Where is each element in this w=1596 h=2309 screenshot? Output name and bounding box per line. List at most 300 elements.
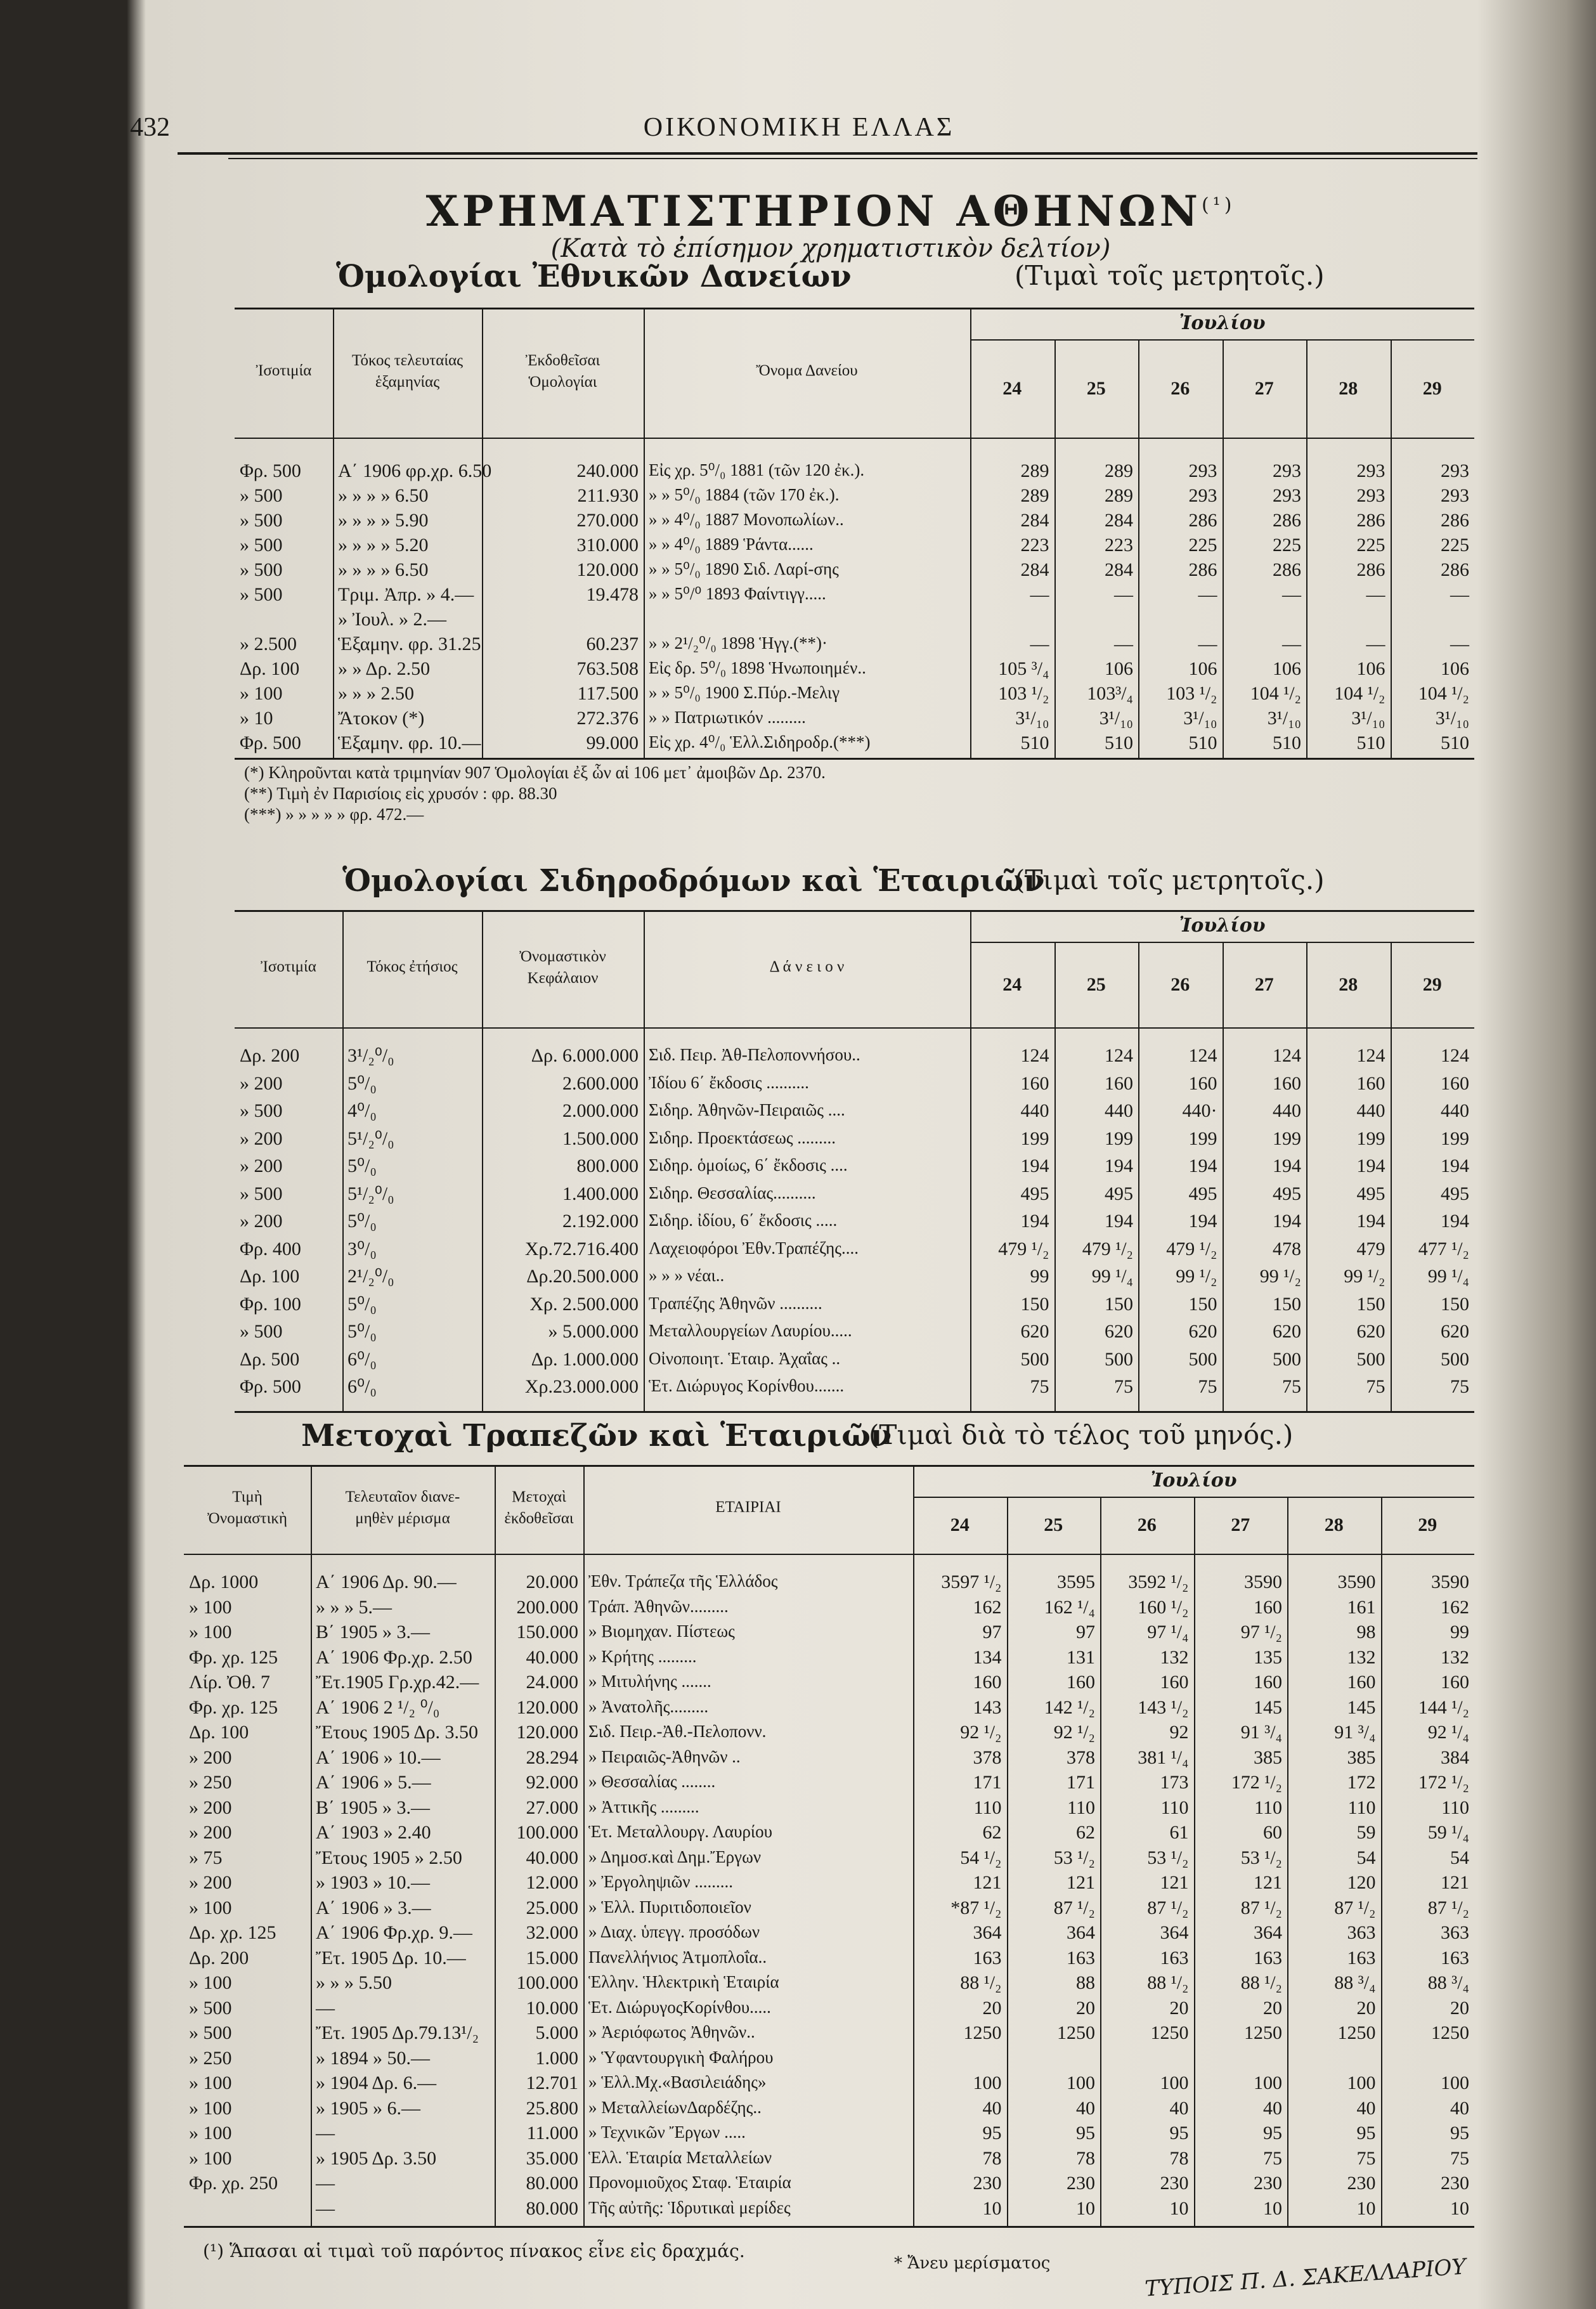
cell-price: 440: [1273, 1100, 1301, 1121]
cell-name: » » 4⁰/₀ 1887 Μονοπωλίων..: [649, 510, 844, 529]
cell-name: Εἰς χρ. 5⁰/₀ 1881 (τῶν 120 ἐκ.).: [649, 460, 865, 479]
cell-price: 3592 ¹/₂: [1128, 1571, 1189, 1592]
cell-price: 194: [1188, 1211, 1217, 1232]
cell-price: 286: [1441, 559, 1469, 580]
cell-price: 163: [973, 1947, 1002, 1968]
cell-par-value: Φρ. χρ. 250: [189, 2173, 278, 2194]
cell-price: 143: [973, 1696, 1002, 1718]
column-rule: [342, 910, 344, 1411]
cell-price: 87 ¹/₂: [1240, 1897, 1282, 1918]
cell-price: 194: [1273, 1211, 1301, 1232]
column-rule: [495, 1465, 496, 2226]
cell-price: 495: [1105, 1183, 1133, 1204]
table-header-rule: [235, 1027, 1474, 1029]
cell-price: 106: [1356, 658, 1385, 679]
cell-issued: 310.000: [576, 535, 639, 556]
cell-par-value: Δρ. 200: [189, 1947, 249, 1968]
day-column-rule: [1391, 339, 1392, 758]
cell-price: 194: [1105, 1211, 1133, 1232]
cell-interest: 3⁰/₀: [347, 1238, 377, 1259]
cell-price: 364: [1254, 1922, 1282, 1943]
cell-price: 230: [1347, 2173, 1376, 2194]
cell-price: 75: [1450, 1376, 1469, 1397]
cell-price: 500: [1441, 1348, 1469, 1370]
table-header-rule: [184, 1554, 1474, 1555]
cell-name: » » » νέαι..: [649, 1266, 725, 1285]
cell-price: 194: [1105, 1155, 1133, 1176]
cell-par-value: » 500: [240, 510, 283, 531]
cell-price: 3¹/₁₀: [1351, 708, 1385, 729]
cell-price: 160: [1441, 1672, 1469, 1693]
cell-par-value: » 500: [240, 584, 283, 605]
cell-price: 100: [1160, 2072, 1189, 2093]
cell-price: 53 ¹/₂: [1147, 1847, 1189, 1868]
table-heading-note: (Τιμαὶ τοῖς μετρητοῖς.): [1015, 864, 1325, 895]
cell-price: 40: [982, 2097, 1002, 2119]
column-rule: [333, 308, 334, 758]
cell-price: 59: [1356, 1822, 1376, 1843]
cell-price: 92: [1169, 1722, 1189, 1743]
cell-price: 230: [1254, 2173, 1282, 2194]
cell-price: 378: [1067, 1746, 1095, 1768]
column-header: Ἐκδοθεῖσαι: [525, 351, 600, 369]
cell-price: 104 ¹/₂: [1418, 683, 1469, 704]
cell-price: 160: [1254, 1596, 1282, 1618]
header-rule: [178, 152, 1477, 155]
cell-price: 1250: [1150, 2022, 1189, 2043]
cell-price: 92 ¹/₂: [960, 1722, 1002, 1743]
cell-issued: 32.000: [526, 1922, 578, 1943]
cell-price: 97 ¹/₂: [1240, 1622, 1282, 1642]
cell-price: 194: [1441, 1211, 1469, 1232]
column-header: Ἰσοτιμία: [256, 361, 312, 379]
cell-interest: Ἄτοκον (*): [338, 708, 425, 729]
day-column-rule: [1223, 339, 1224, 758]
cell-par-value: » 100: [189, 1972, 232, 1993]
column-header: Τελευταῖον διανε-: [345, 1488, 460, 1506]
column-rule: [644, 910, 645, 1411]
cell-par-value: Λίρ. Ὀθ. 7: [189, 1672, 270, 1693]
cell-price: 230: [1160, 2173, 1189, 2194]
cell-price: 62: [982, 1822, 1002, 1843]
cell-par-value: » 500: [240, 559, 283, 580]
cell-name: » » 5⁰/₀ 1890 Σιδ. Λαρί-σης: [649, 559, 839, 578]
day-column-rule: [1306, 942, 1307, 1411]
cell-interest: Ἑξαμην. φρ. 31.25: [338, 634, 481, 654]
column-header: Τιμὴ: [232, 1488, 263, 1506]
cell-issued: 270.000: [576, 510, 639, 531]
cell-price: 150: [1105, 1293, 1133, 1315]
cell-interest: 5⁰/₀: [347, 1072, 377, 1094]
cell-price: 230: [1441, 2173, 1469, 2194]
cell-interest: » » » 5.50: [316, 1972, 392, 1993]
cell-issued: 272.376: [576, 708, 639, 729]
cell-price: 160: [1105, 1072, 1133, 1094]
cell-interest: Α΄ 1906 2 ¹/₂ ⁰/₀: [316, 1696, 440, 1718]
cell-issued: 19.478: [586, 584, 639, 605]
cell-price: 510: [1273, 732, 1301, 753]
cell-name: » » 2¹/₂⁰/₀ 1898 Ἡγγ.(**)·: [649, 634, 828, 653]
cell-price: 162: [1441, 1596, 1469, 1618]
cell-name: » Ἑλλ. Πυριτιδοποιεῖον: [588, 1897, 751, 1916]
cell-par-value: » 100: [189, 1897, 232, 1918]
cell-price: —: [1030, 634, 1049, 654]
cell-issued: 10.000: [526, 1997, 578, 2019]
column-rule: [644, 308, 645, 758]
cell-price: 10: [1169, 2197, 1189, 2219]
cell-price: 293: [1356, 460, 1385, 481]
cell-name: Πανελλήνιος Ἀτμοπλοΐα..: [588, 1947, 767, 1967]
cell-issued: 12.701: [526, 2072, 578, 2093]
cell-price: 60: [1263, 1822, 1282, 1843]
cell-price: 110: [1441, 1797, 1469, 1818]
cell-price: 440: [1441, 1100, 1469, 1121]
cell-price: 160: [1441, 1072, 1469, 1094]
cell-price: 286: [1441, 510, 1469, 531]
table-heading: Ὁμολογίαι Ἐθνικῶν Δανείων: [336, 259, 852, 294]
cell-name: Ἑλλ. Ἑταιρία Μεταλλείων: [588, 2147, 772, 2167]
cell-price: 199: [1105, 1128, 1133, 1149]
cell-price: 97: [982, 1622, 1002, 1642]
cell-price: 289: [1105, 460, 1133, 481]
cell-price: 121: [1254, 1872, 1282, 1893]
cell-price: 121: [1441, 1872, 1469, 1893]
cell-interest: Ἔτους 1905 » 2.50: [316, 1847, 462, 1868]
cell-name: » » 5⁰/₀ 1900 Σ.Πύρ.-Μελιγ: [649, 683, 840, 702]
month-label: Ἰουλίου: [1179, 914, 1266, 937]
cell-par-value: Φρ. 500: [240, 1376, 301, 1397]
cell-price: 20: [1450, 1997, 1469, 2019]
cell-price: 75: [1263, 2147, 1282, 2169]
cell-price: 87 ¹/₂: [1427, 1897, 1469, 1918]
cell-price: 230: [1067, 2173, 1095, 2194]
cell-price: 62: [1076, 1822, 1095, 1843]
cell-price: 160 ¹/₂: [1138, 1596, 1189, 1618]
cell-name: » Πειραιῶς-Ἀθηνῶν ..: [588, 1746, 741, 1766]
cell-price: 230: [973, 2173, 1002, 2194]
cell-name: Σιδ. Πειρ. Ἀθ-Πελοποννήσου..: [649, 1045, 860, 1064]
page-subtitle: (Κατὰ τὸ ἐπίσημον χρηματιστικὸν δελτίον): [550, 234, 1111, 263]
cell-price: 78: [1169, 2147, 1189, 2169]
cell-price: *87 ¹/₂: [950, 1897, 1002, 1918]
cell-price: 286: [1188, 559, 1217, 580]
cell-price: 132: [1441, 1646, 1469, 1668]
cell-name: » Κρήτης .........: [588, 1646, 697, 1666]
cell-price: 477 ¹/₂: [1418, 1238, 1469, 1259]
cell-issued: Χρ.23.000.000: [524, 1376, 639, 1397]
cell-price: 225: [1273, 535, 1301, 556]
cell-price: 620: [1356, 1321, 1385, 1342]
cell-name: Οἰνοποιητ. Ἑταιρ. Ἀχαΐας ..: [649, 1348, 841, 1368]
cell-price: 20: [1169, 1997, 1189, 2019]
cell-price: 110: [1160, 1797, 1189, 1818]
cell-price: 194: [1020, 1155, 1049, 1176]
cell-price: 172 ¹/₂: [1231, 1772, 1282, 1793]
cell-par-value: Φρ. 500: [240, 732, 301, 753]
column-header: Ὀνομαστικὸν: [519, 947, 606, 965]
cell-price: 3¹/₁₀: [1183, 708, 1217, 729]
cell-price: 98: [1356, 1622, 1376, 1642]
cell-price: 97: [1076, 1622, 1095, 1642]
cell-price: 145: [1347, 1696, 1376, 1718]
column-header: ἐκδοθεῖσαι: [504, 1510, 574, 1527]
column-header: ΕΤΑΙΡΙΑΙ: [715, 1499, 781, 1516]
cell-issued: 200.000: [516, 1596, 578, 1618]
cell-price: 510: [1356, 732, 1385, 753]
column-header: Κεφάλαιον: [527, 969, 599, 987]
cell-par-value: Δρ. 500: [240, 1348, 300, 1370]
month-label: Ἰουλίου: [1150, 1469, 1237, 1492]
cell-price: 500: [1273, 1348, 1301, 1370]
cell-price: 479 ¹/₂: [1166, 1238, 1217, 1259]
day-column-rule: [1391, 942, 1392, 1411]
cell-par-value: Δρ. 100: [240, 1266, 300, 1287]
cell-price: 510: [1105, 732, 1133, 753]
cell-issued: 120.000: [516, 1722, 578, 1743]
cell-price: 363: [1347, 1922, 1376, 1943]
day-header: 24: [950, 1514, 970, 1535]
cell-price: 53 ¹/₂: [1240, 1847, 1282, 1868]
cell-price: 110: [973, 1797, 1002, 1818]
cell-interest: Ἑξαμην. φρ. 10.—: [338, 732, 481, 753]
cell-price: 88 ³/₄: [1334, 1972, 1376, 1993]
cell-price: 131: [1067, 1646, 1095, 1668]
cell-price: —: [1114, 634, 1133, 654]
cell-price: 88 ¹/₂: [960, 1972, 1002, 1993]
cell-price: 40: [1356, 2097, 1376, 2119]
cell-price: 99 ¹/₄: [1427, 1266, 1469, 1287]
cell-interest: Α΄ 1906 » 3.—: [316, 1897, 431, 1918]
cell-price: 10: [1263, 2197, 1282, 2219]
column-header: Ὁμολογίαι: [528, 373, 597, 391]
cell-issued: 1.400.000: [562, 1183, 639, 1204]
cell-price: 100: [1254, 2072, 1282, 2093]
cell-par-value: » 500: [240, 1100, 283, 1121]
cell-issued: 2.600.000: [562, 1072, 639, 1094]
cell-price: 495: [1020, 1183, 1049, 1204]
day-header: 29: [1422, 973, 1442, 995]
cell-name: » Τεχνικῶν Ἔργων .....: [588, 2123, 746, 2142]
cell-interest: Α΄ 1906 Φρ.χρ. 2.50: [316, 1646, 472, 1668]
cell-price: 75: [1366, 1376, 1385, 1397]
day-column-rule: [1007, 1497, 1008, 2226]
cell-price: 88 ³/₄: [1427, 1972, 1469, 1993]
cell-par-value: Δρ. 100: [189, 1722, 249, 1743]
cell-price: 440: [1020, 1100, 1049, 1121]
cell-price: 385: [1347, 1746, 1376, 1768]
cell-price: 75: [1450, 2147, 1469, 2169]
cell-price: 95: [1076, 2123, 1095, 2143]
cell-price: 172: [1347, 1772, 1376, 1793]
cell-price: 199: [1273, 1128, 1301, 1149]
cell-price: 364: [1160, 1922, 1189, 1943]
cell-price: 199: [1356, 1128, 1385, 1149]
cell-issued: 1.000: [535, 2047, 578, 2069]
cell-price: 286: [1273, 510, 1301, 531]
cell-interest: Β΄ 1905 » 3.—: [316, 1622, 430, 1642]
cell-name: Σιδ. Πειρ.-Ἀθ.-Πελοπονν.: [588, 1722, 767, 1741]
cell-issued: 20.000: [526, 1571, 578, 1592]
cell-name: » » Πατριωτικόν .........: [649, 708, 806, 727]
page-title: ΧΡΗΜΑΤΙΣΤΗΡΙΟΝ $A\Theta HN\Omega N^{(^1)}$: [425, 186, 1236, 236]
table-top-rule: [235, 910, 1474, 912]
cell-price: 1250: [1337, 2022, 1376, 2043]
cell-price: 194: [1188, 1155, 1217, 1176]
cell-price: 54: [1450, 1847, 1469, 1868]
cell-price: 121: [1160, 1872, 1189, 1893]
column-header: Δ ά ν ε ι ο ν: [769, 958, 845, 975]
cell-name: » Θεσσαλίας ........: [588, 1772, 716, 1791]
cell-name: Εἰς δρ. 5⁰/₀ 1898 Ἡνωποιημέν..: [649, 658, 866, 677]
cell-price: 99 ¹/₂: [1259, 1266, 1301, 1287]
cell-name: Σιδηρ. ὁμοίως, 6΄ ἔκδοσις ....: [649, 1155, 848, 1174]
cell-par-value: » 100: [189, 2097, 232, 2119]
cell-price: 495: [1356, 1183, 1385, 1204]
cell-price: 40: [1169, 2097, 1189, 2119]
cell-price: 286: [1273, 559, 1301, 580]
day-header: 24: [1002, 377, 1022, 399]
cell-interest: » » » 2.50: [338, 683, 414, 704]
cell-price: 20: [982, 1997, 1002, 2019]
cell-price: 91 ³/₄: [1334, 1722, 1376, 1743]
cell-price: 87 ¹/₂: [1053, 1897, 1095, 1918]
cell-interest: » » » » 6.50: [338, 559, 429, 580]
cell-price: 87 ¹/₂: [1147, 1897, 1189, 1918]
cell-par-value: » 200: [189, 1872, 232, 1893]
cell-price: —: [1366, 584, 1385, 605]
day-header: 27: [1254, 973, 1274, 995]
day-header: 29: [1422, 377, 1442, 399]
cell-interest: » 1903 » 10.—: [316, 1872, 430, 1893]
cell-issued: 25.000: [526, 1897, 578, 1918]
cell-name: » Ἐργοληψιῶν .........: [588, 1872, 733, 1891]
cell-price: —: [1450, 584, 1469, 605]
cell-issued: 40.000: [526, 1847, 578, 1868]
cell-par-value: » 10: [240, 708, 273, 729]
cell-issued: 12.000: [526, 1872, 578, 1893]
cell-interest: » » » » 6.50: [338, 485, 429, 506]
cell-name: » Ἀττικῆς .........: [588, 1797, 699, 1816]
cell-par-value: » 100: [189, 2072, 232, 2093]
cell-price: 163: [1067, 1947, 1095, 1968]
table-bottom-rule: [235, 1411, 1474, 1413]
cell-price: 103 ¹/₂: [1166, 683, 1217, 704]
cell-price: 160: [1020, 1072, 1049, 1094]
cell-par-value: » 200: [189, 1797, 232, 1818]
cell-par-value: » 500: [189, 1997, 232, 2019]
cell-price: 171: [1067, 1772, 1095, 1793]
cell-price: 103³/₄: [1087, 683, 1133, 704]
day-column-rule: [1287, 1497, 1288, 2226]
cell-price: 132: [1160, 1646, 1189, 1668]
cell-interest: » 1905 Δρ. 3.50: [316, 2147, 437, 2169]
cell-price: 171: [973, 1772, 1002, 1793]
cell-price: 194: [1020, 1211, 1049, 1232]
cell-price: 20: [1076, 1997, 1095, 2019]
cell-price: 3590: [1244, 1571, 1282, 1592]
day-header: 27: [1231, 1514, 1250, 1535]
cell-name: Μεταλλουργείων Λαυρίου.....: [649, 1321, 852, 1340]
cell-price: 75: [1030, 1376, 1049, 1397]
day-column-rule: [1054, 339, 1056, 758]
cell-interest: Β΄ 1905 » 3.—: [316, 1797, 430, 1818]
cell-price: 194: [1273, 1155, 1301, 1176]
cell-par-value: » 100: [240, 683, 283, 704]
footnote-star: * Ἄνευ μερίσματος: [894, 2254, 1051, 2273]
cell-price: 88 ¹/₂: [1147, 1972, 1189, 1993]
cell-price: 95: [1450, 2123, 1469, 2143]
printer-imprint: ΤΥΠΟΙΣ Π. Δ. ΣΑΚΕΛΛΑΡΙΟΥ: [1144, 2254, 1467, 2302]
cell-price: 225: [1188, 535, 1217, 556]
cell-price: 500: [1020, 1348, 1049, 1370]
cell-price: 75: [1198, 1376, 1217, 1397]
cell-par-value: Δρ. 1000: [189, 1571, 259, 1592]
day-header: 27: [1254, 377, 1274, 399]
cell-issued: 27.000: [526, 1797, 578, 1818]
cell-price: 92 ¹/₄: [1427, 1722, 1469, 1743]
cell-name: Ἐθν. Τράπεζα τῆς Ἑλλάδος: [588, 1571, 778, 1590]
cell-name: Σιδηρ. Ἀθηνῶν-Πειραιῶς ....: [649, 1100, 845, 1119]
cell-price: 161: [1347, 1596, 1376, 1618]
day-header: 28: [1339, 377, 1358, 399]
cell-issued: Δρ. 1.000.000: [531, 1348, 639, 1370]
cell-price: 478: [1273, 1238, 1301, 1259]
cell-name: » Ἀεριόφωτος Ἀθηνῶν..: [588, 2022, 755, 2041]
column-header: ἑξαμηνίας: [375, 373, 440, 391]
cell-interest: —: [316, 2197, 335, 2219]
cell-price: 100: [1067, 2072, 1095, 2093]
cell-price: 284: [1105, 559, 1133, 580]
cell-price: 620: [1020, 1321, 1049, 1342]
cell-issued: 100.000: [516, 1822, 578, 1843]
cell-price: 199: [1188, 1128, 1217, 1149]
cell-price: 500: [1188, 1348, 1217, 1370]
cell-issued: Δρ.20.500.000: [526, 1266, 639, 1287]
cell-price: 110: [1067, 1797, 1095, 1818]
cell-price: 223: [1105, 535, 1133, 556]
cell-price: 106: [1188, 658, 1217, 679]
cell-price: 293: [1356, 485, 1385, 506]
day-header: 24: [1002, 973, 1022, 995]
cell-price: 97 ¹/₄: [1147, 1622, 1189, 1642]
cell-name: Τῆς αὐτῆς: Ἱδρυτικαὶ μερίδες: [588, 2197, 791, 2217]
day-column-rule: [1054, 942, 1056, 1411]
cell-interest: Ἔτ. 1905 Δρ. 10.—: [316, 1947, 466, 1968]
cell-price: 440·: [1182, 1100, 1217, 1121]
cell-price: 495: [1441, 1183, 1469, 1204]
cell-price: 95: [982, 2123, 1002, 2143]
cell-price: 121: [1067, 1872, 1095, 1893]
cell-price: 103 ¹/₂: [998, 683, 1049, 704]
day-header: 28: [1339, 973, 1358, 995]
cell-price: 106: [1105, 658, 1133, 679]
cell-price: 160: [1347, 1672, 1376, 1693]
cell-price: 100: [1347, 2072, 1376, 2093]
day-column-rule: [1381, 1497, 1382, 2226]
cell-price: 363: [1441, 1922, 1469, 1943]
cell-issued: 763.508: [576, 658, 639, 679]
cell-price: 160: [1188, 1072, 1217, 1094]
table-bottom-rule: [235, 758, 1474, 760]
cell-name: Σιδηρ. Προεκτάσεως .........: [649, 1128, 836, 1147]
cell-issued: 120.000: [516, 1696, 578, 1718]
cell-price: 3¹/₁₀: [1015, 708, 1049, 729]
cell-price: 620: [1188, 1321, 1217, 1342]
cell-par-value: » 250: [189, 1772, 232, 1793]
column-rule: [311, 1465, 312, 2226]
cell-price: 378: [973, 1746, 1002, 1768]
column-header: μηθὲν μέρισμα: [355, 1510, 450, 1527]
